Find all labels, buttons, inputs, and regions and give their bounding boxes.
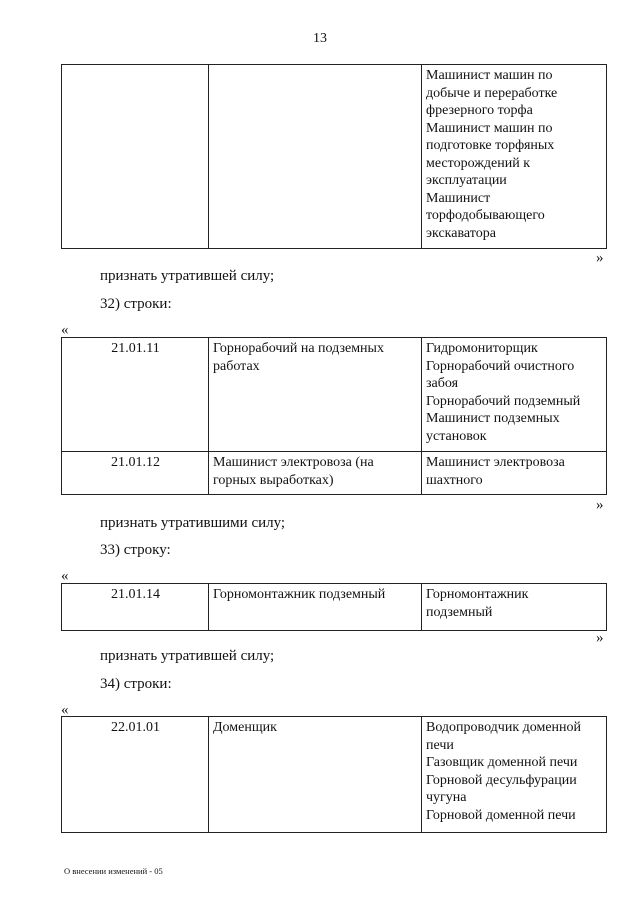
table-row bbox=[62, 338, 607, 452]
position-line: Гидромониторщик bbox=[426, 341, 538, 356]
page-number: 13 bbox=[313, 31, 327, 46]
paragraph: признать утратившими силу; bbox=[100, 515, 286, 531]
position-line: Водопроводчик доменной bbox=[426, 720, 582, 735]
name-line: Машинист электровоза (на bbox=[213, 455, 374, 470]
table-row bbox=[62, 65, 607, 249]
section-heading: 32) строки: bbox=[100, 296, 172, 312]
footer: О внесении изменений - 05 bbox=[64, 866, 163, 876]
position-line: месторождений к bbox=[426, 155, 531, 171]
closing-quote: » bbox=[596, 497, 604, 513]
code-cell: 21.01.12 bbox=[62, 452, 209, 495]
code-cell: 21.01.11 bbox=[62, 338, 209, 452]
name-line: горных выработках) bbox=[213, 472, 334, 488]
position-line: Машинист электровоза bbox=[426, 455, 565, 470]
position-line: шахтного bbox=[426, 472, 483, 488]
table-34 bbox=[61, 716, 607, 833]
section-heading: 33) строку: bbox=[100, 542, 171, 558]
position-line: установок bbox=[426, 428, 487, 444]
name-line: Доменщик bbox=[213, 720, 277, 735]
opening-quote: « bbox=[61, 322, 69, 338]
name-cell bbox=[209, 717, 422, 833]
opening-quote: « bbox=[61, 702, 69, 718]
name-cell bbox=[209, 65, 422, 249]
position-cell bbox=[422, 584, 607, 631]
position-line: Машинист подземных bbox=[426, 411, 560, 426]
position-line: Машинист bbox=[426, 190, 491, 206]
position-line: подземный bbox=[426, 604, 493, 620]
name-cell bbox=[209, 584, 422, 631]
position-line: забоя bbox=[426, 376, 459, 391]
position-cell bbox=[422, 452, 607, 495]
position-cell bbox=[422, 717, 607, 833]
position-line: Машинист машин по bbox=[426, 68, 553, 83]
paragraph: признать утратившей силу; bbox=[100, 648, 275, 664]
position-line: эксплуатации bbox=[426, 173, 507, 188]
position-line: добыче и переработке bbox=[426, 85, 558, 101]
code-cell: 22.01.01 bbox=[62, 717, 209, 833]
position-cell bbox=[422, 338, 607, 452]
name-line: Горномонтажник подземный bbox=[213, 587, 386, 602]
position-line: фрезерного торфа bbox=[426, 103, 533, 118]
closing-quote: » bbox=[596, 630, 604, 646]
position-line: Горновой доменной печи bbox=[426, 807, 576, 823]
position-line: Горновой десульфурации bbox=[426, 772, 577, 788]
code-cell bbox=[62, 65, 209, 249]
position-line: Машинист машин по bbox=[426, 120, 553, 136]
position-line: Горнорабочий очистного bbox=[426, 358, 575, 374]
position-line: чугуна bbox=[426, 790, 467, 805]
position-cell bbox=[422, 65, 607, 249]
paragraph: признать утратившей силу; bbox=[100, 268, 275, 284]
name-cell bbox=[209, 338, 422, 452]
table-33 bbox=[61, 583, 607, 631]
closing-quote: » bbox=[596, 250, 604, 266]
code-cell: 21.01.14 bbox=[62, 584, 209, 631]
opening-quote: « bbox=[61, 568, 69, 584]
table-continued bbox=[61, 64, 607, 249]
name-line: Горнорабочий на подземных bbox=[213, 341, 384, 356]
position-line: торфодобывающего bbox=[426, 208, 545, 223]
table-row bbox=[62, 717, 607, 833]
table-row bbox=[62, 584, 607, 631]
table-row bbox=[62, 452, 607, 495]
section-heading: 34) строки: bbox=[100, 676, 172, 692]
position-line: Газовщик доменной печи bbox=[426, 755, 578, 770]
position-line: Горномонтажник bbox=[426, 587, 529, 602]
name-cell bbox=[209, 452, 422, 495]
position-line: печи bbox=[426, 737, 454, 753]
position-line: Горнорабочий подземный bbox=[426, 393, 581, 409]
table-32 bbox=[61, 337, 607, 495]
position-line: подготовке торфяных bbox=[426, 138, 555, 153]
position-line: экскаватора bbox=[426, 225, 496, 241]
name-line: работах bbox=[213, 358, 260, 374]
